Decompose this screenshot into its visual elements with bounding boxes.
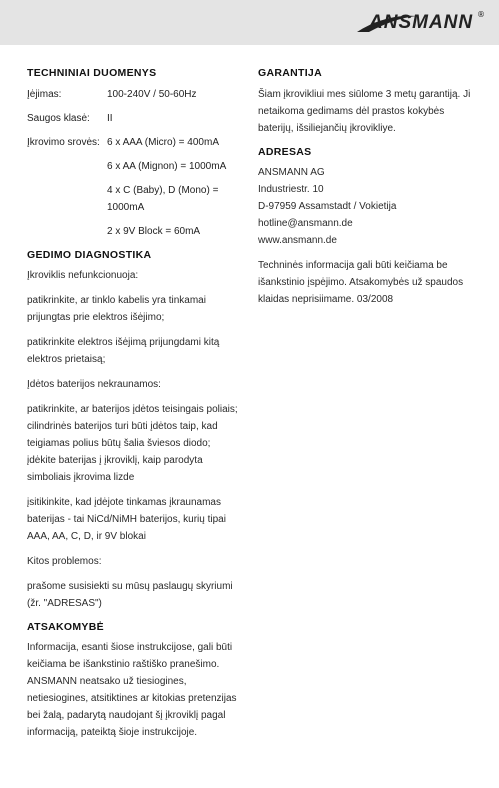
tech-value: 4 x C (Baby), D (Mono) = 1000mA: [107, 185, 219, 213]
tech-heading: TECHNINIAI DUOMENYS: [27, 67, 157, 79]
address-line: ANSMANN AG: [258, 167, 325, 178]
website-url: www.ansmann.de: [258, 235, 337, 246]
tech-row: [27, 86, 242, 103]
liability-heading: ATSAKOMYBĖ: [27, 621, 104, 633]
address-line: Industriestr. 10: [258, 184, 324, 195]
tech-value: II: [107, 113, 113, 124]
diag-paragraph: patikrinkite elektros išėjimą prijungdami kitą elektros prietaisą;: [27, 337, 220, 365]
diag-paragraph: Kitos problemos:: [27, 556, 102, 567]
warranty-heading: GARANTIJA: [258, 67, 322, 79]
diag-paragraph: prašome susisiekti su mūsų paslaugų skyriumi (žr. "ADRESAS"): [27, 581, 233, 609]
tech-label: [27, 158, 107, 175]
hotline-email: hotline@ansmann.de: [258, 218, 353, 229]
diag-paragraph: įsitikinkite, kad įdėjote tinkamas įkraunamas baterijas - tai NiCd/NiMH baterijos, kurių tipai AAA, AA, C, D, ir 9V blokai: [27, 497, 226, 542]
tech-label: [27, 223, 107, 240]
tech-row: [27, 223, 242, 240]
diag-paragraph: Įdėtos baterijos nekraunamos:: [27, 379, 161, 390]
diag-paragraph: patikrinkite, ar baterijos įdėtos teisingais poliais; cilindrinės baterijos turi būti įdėtos taip, kad teigiamas polius būtų šalia šviesos diodo; įdėkite baterijas į įkroviklį, kaip parodyta simboliais įkrovima lizde: [27, 404, 238, 483]
tech-value: 6 x AAA (Micro) = 400mA: [107, 137, 219, 148]
left-column: [27, 66, 242, 741]
ansmann-logo: [355, 12, 485, 34]
diag-paragraph: Įkroviklis nefunkcionuoja:: [27, 270, 139, 281]
tech-row: [27, 158, 242, 175]
address-line: D-97959 Assamstadt / Vokietija: [258, 201, 397, 212]
logo-text: ANSMANN: [369, 12, 474, 33]
tech-label: Saugos klasė:: [27, 113, 90, 124]
tech-label: Įkrovimo srovės:: [27, 137, 100, 148]
disclaimer-note: Techninės informacija gali būti keičiama be išankstinio įspėjimo. Atsakomybės už spaudos klaidas neprisiimame. 03/2008: [258, 260, 464, 305]
tech-value: 2 x 9V Block = 60mA: [107, 226, 201, 237]
tech-row: [27, 182, 242, 216]
tech-table: [27, 86, 242, 240]
header-bar: [0, 0, 499, 45]
right-column: [258, 66, 473, 308]
tech-row: [27, 110, 242, 127]
tech-value: 6 x AA (Mignon) = 1000mA: [107, 161, 227, 172]
address-heading: ADRESAS: [258, 146, 312, 158]
tech-label: Įėjimas:: [27, 89, 62, 100]
warranty-text: Šiam įkrovikliui mes siūlome 3 metų garantiją. Ji netaikoma gedimams dėl prastos kokybės baterijų, išsiliejančių įkrovikliye.: [258, 89, 471, 134]
diag-paragraph: patikrinkite, ar tinklo kabelis yra tinkamai prijungtas prie elektros išėjimo;: [27, 295, 206, 323]
diagnostics-heading: GEDIMO DIAGNOSTIKA: [27, 249, 152, 261]
tech-label: [27, 182, 107, 216]
tech-row: [27, 134, 242, 151]
logo-registered-mark: ®: [477, 10, 485, 19]
liability-text: Informacija, esanti šiose instrukcijose, gali būti keičiama be išankstinio raštiško pranešimo. ANSMANN neatsako už tiesiogines, netiesiogines, atsitiktines ar kitokias pretenzijas bei žalą, padarytą naudojant šį įkroviklį pagal informaciją, pateiktą šioje instrukcijoje.: [27, 642, 237, 738]
tech-value: 100-240V / 50-60Hz: [107, 89, 197, 100]
